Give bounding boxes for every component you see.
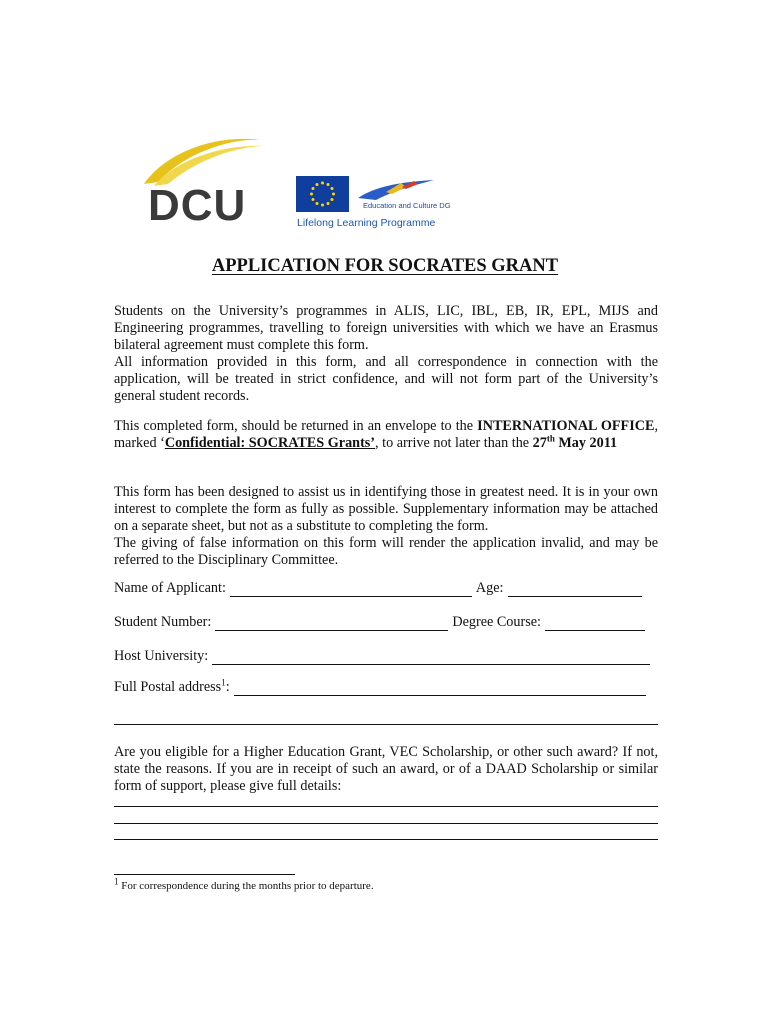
degree-course-field[interactable]: [545, 617, 645, 631]
intro-confidentiality-text: All information provided in this form, and all correspondence in connection with the application, will be treated in strict confidence, and will not form part of the University’s general student records.: [114, 354, 658, 404]
age-label: Age:: [475, 580, 504, 596]
eligibility-answer-line-1[interactable]: [114, 806, 658, 807]
eu-flag-icon: [296, 176, 349, 212]
name-label: Name of Applicant:: [114, 580, 226, 596]
footnote: [114, 876, 374, 892]
footnote-text: For correspondence during the months prior to departure.: [118, 880, 374, 892]
degree-course-label: Degree Course:: [452, 614, 541, 630]
footnote-divider: [114, 874, 295, 875]
age-field[interactable]: [508, 583, 642, 597]
host-university-row: [114, 648, 658, 665]
deadline-date: 27th May 2011: [532, 433, 618, 451]
postal-address-field[interactable]: [234, 682, 646, 696]
return-text-3: , to arrive not later than the: [375, 435, 533, 451]
return-text-1: This completed form, should be returned in an envelope to the: [114, 418, 478, 434]
purpose-paragraph: [114, 484, 658, 569]
return-text-2: , marked ‘: [114, 418, 658, 451]
confidential-marking-text: Confidential: SOCRATES Grants’: [164, 435, 376, 451]
international-office-text: INTERNATIONAL OFFICE: [477, 418, 655, 434]
dcu-logo: [136, 132, 271, 230]
form-title: APPLICATION FOR SOCRATES GRANT: [211, 256, 559, 276]
dcu-wordmark: DCU: [148, 181, 247, 230]
name-field[interactable]: [230, 583, 472, 597]
footnote-mark: 1: [114, 876, 119, 887]
postal-address-row: [114, 679, 658, 696]
purpose-text: This form has been designed to assist us in identifying those in greatest need. It is in your own interest to complete the form as fully as possible. Supplementary information may be attached on a separate sheet, but not as a substitute to completing the form.: [114, 484, 658, 534]
postal-address-label: Full Postal address$^1$:: [114, 677, 230, 695]
host-university-label: Host University:: [114, 648, 209, 664]
eligibility-answer-line-2[interactable]: [114, 823, 658, 824]
return-instructions: [114, 418, 658, 452]
eligibility-answer-line-3[interactable]: [114, 839, 658, 840]
eu-llp-logo: [296, 176, 451, 232]
intro-programmes-text: Students on the University’s programmes in ALIS, LIC, IBL, EB, IR, EPL, MIJS and Engineering programmes, travelling to foreign universities with which we have an Erasmus bilateral agreement must complete this form.: [114, 303, 658, 353]
host-university-field[interactable]: [212, 651, 650, 665]
false-information-warning: The giving of false information on this form will render the application invalid, and may be referred to the Disciplinary Committee.: [114, 535, 658, 568]
student-number-label: Student Number:: [114, 614, 212, 630]
eligibility-question: Are you eligible for a Higher Education Grant, VEC Scholarship, or other such award? If not, state the reasons. If you are in receipt of such an award, or of a DAAD Scholarship or similar form of support, please give full details:: [114, 744, 658, 794]
postal-address-line-2[interactable]: [114, 724, 658, 725]
lifelong-learning-programme-text: Lifelong Learning Programme: [297, 217, 436, 229]
education-culture-dg-text: Education and Culture DG: [363, 201, 451, 210]
student-number-field[interactable]: [215, 617, 448, 631]
name-age-row: [114, 580, 658, 597]
student-degree-row: [114, 614, 658, 631]
intro-paragraph: [114, 303, 658, 405]
